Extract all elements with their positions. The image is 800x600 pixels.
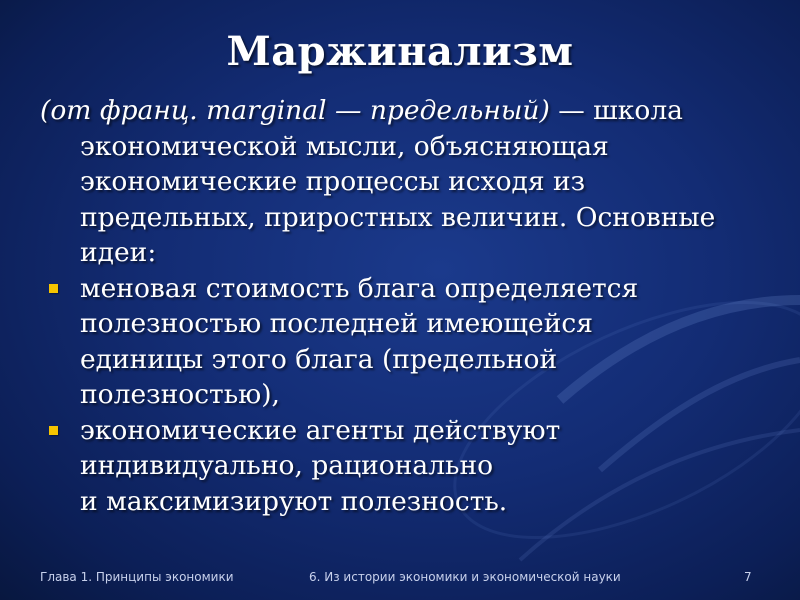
footer-page-number: 7 [744, 570, 752, 584]
bullet-2-line-3: и максимизируют полезность. [80, 485, 508, 517]
bullet-1-line-3: единицы этого блага (предельной [80, 343, 558, 375]
intro-line-3: экономические процессы исходя из [80, 166, 586, 197]
square-bullet-icon [49, 426, 58, 435]
bullet-1-line-4: полезностью), [80, 379, 280, 410]
bullet-item-2 [40, 413, 780, 520]
intro-line-1 [40, 93, 780, 129]
intro-etymology: (от франц. marginal — предельный) [40, 95, 550, 126]
bullet-2-line-1: экономические агенты действуют [80, 414, 561, 446]
footer-chapter: Глава 1. Принципы экономики [40, 570, 234, 584]
bullet-item-1 [40, 271, 780, 413]
intro-paragraph [40, 93, 780, 271]
slide-title: Маржинализм [226, 28, 574, 75]
bullet-2-line-2: индивидуально, рационально [80, 450, 494, 481]
bullet-1-line-2: полезностью последней имеющейся [80, 308, 593, 339]
footer-section: 6. Из истории экономики и экономической науки [309, 570, 621, 584]
square-bullet-icon [49, 284, 58, 293]
intro-line-4: предельных, приростных величин. Основные [80, 201, 716, 233]
intro-line-5: идеи: [80, 237, 157, 268]
slide-body [40, 93, 780, 519]
intro-line-2: экономической мысли, объясняющая [80, 130, 609, 162]
intro-line-1-rest: — школа [549, 95, 683, 126]
bullet-1-line-1: меновая стоимость блага определяется [80, 272, 639, 304]
